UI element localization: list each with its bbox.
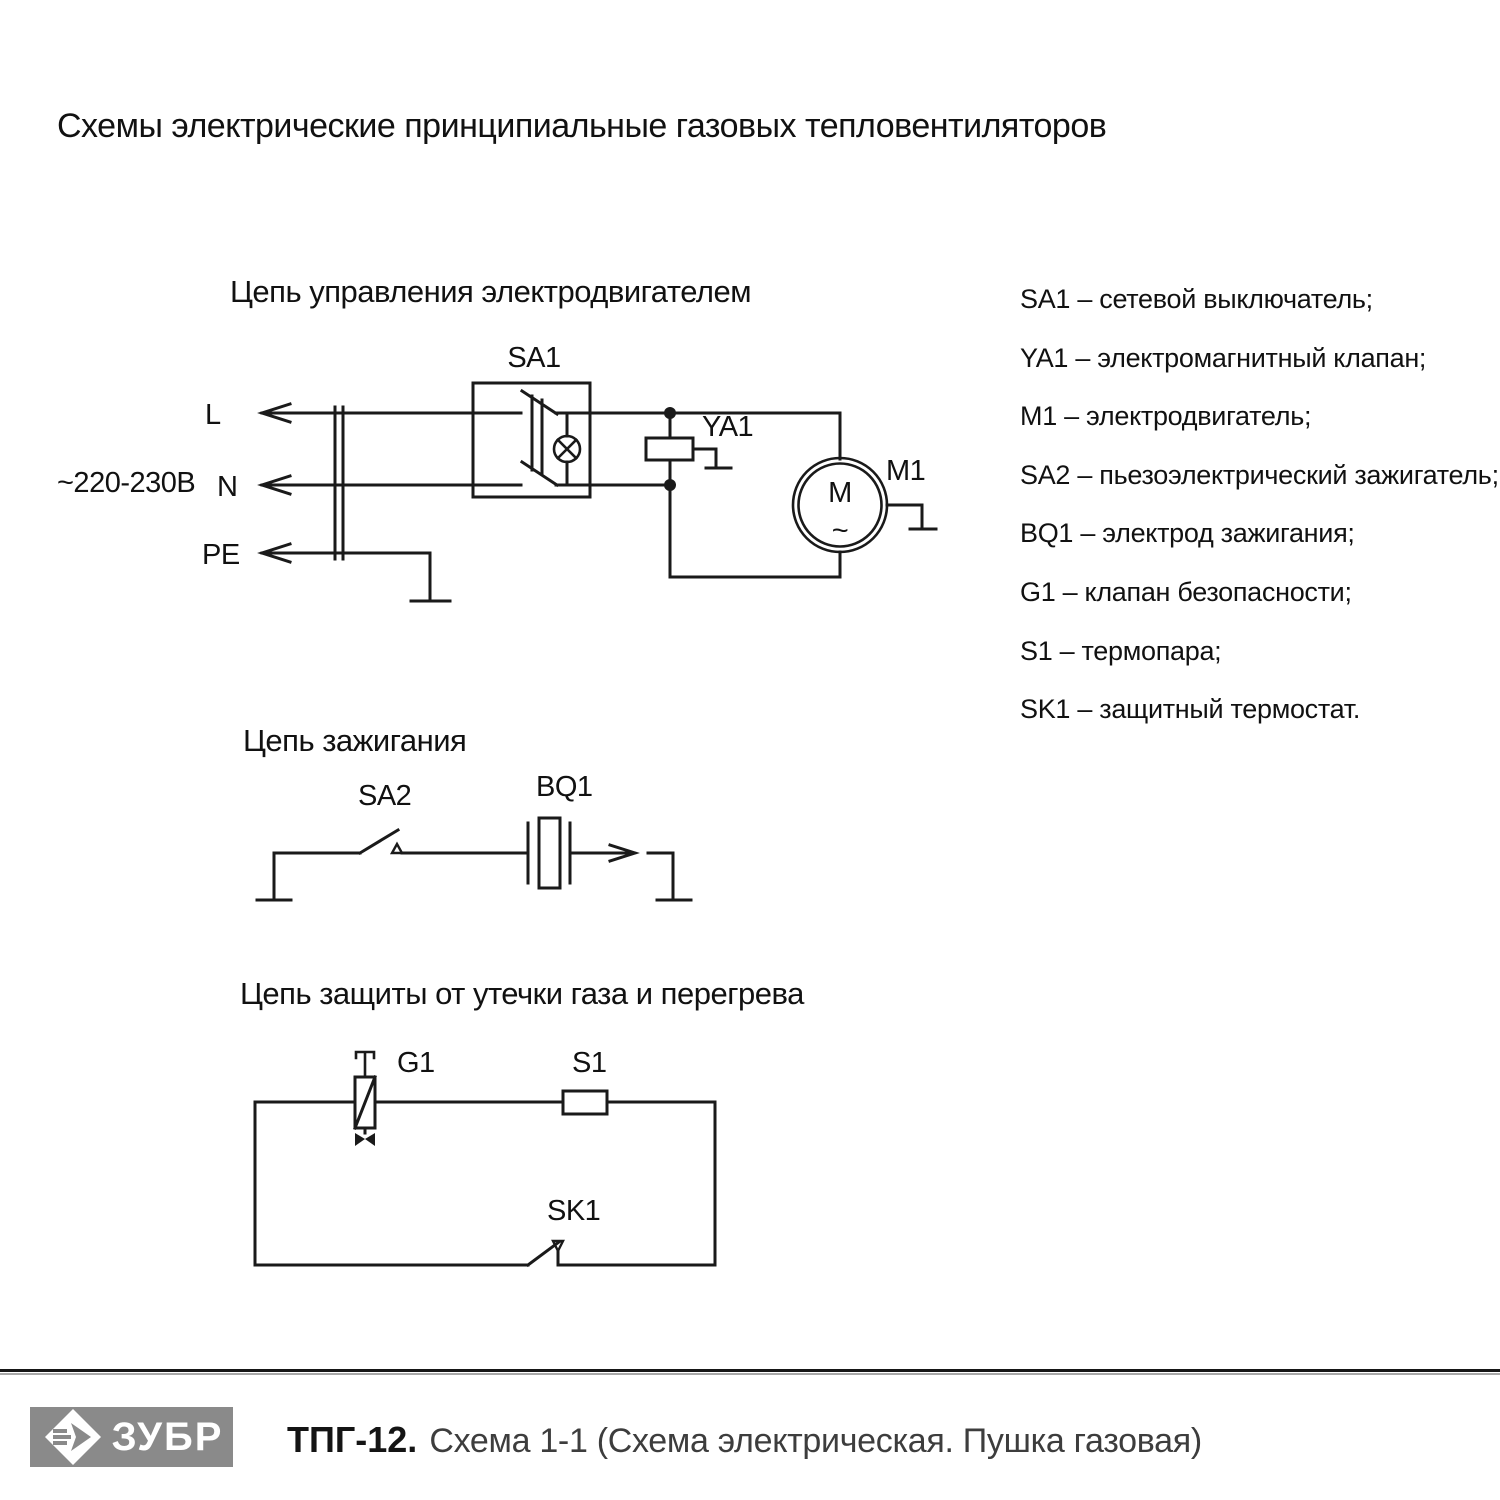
legend-item-ya1: YA1 – электромагнитный клапан; — [1020, 342, 1427, 373]
sa1-label: SA1 — [507, 342, 561, 374]
sa2-label: SA2 — [358, 780, 412, 812]
protection-circuit-title: Цепь защиты от утечки газа и перегрева — [240, 976, 804, 1011]
legend-item-sa2: SA2 – пьезоэлектрический зажигатель; — [1020, 459, 1499, 490]
spark-arrow — [570, 845, 635, 861]
ignition-ground-right — [648, 853, 691, 900]
s1-label: S1 — [572, 1047, 607, 1079]
voltage-label: ~220-230В — [57, 467, 196, 499]
zubr-logo — [30, 1407, 233, 1467]
motor-m-letter: M — [828, 477, 852, 509]
legend-item-g1: G1 – клапан безопасности; — [1020, 576, 1352, 607]
protection-loop — [255, 1102, 715, 1265]
plug-connector-symbol — [335, 407, 343, 559]
g1-diagonal — [355, 1077, 375, 1128]
g1-label: G1 — [397, 1047, 435, 1079]
page-title: Схемы электрические принципиальные газовых тепловентиляторов — [57, 107, 1107, 145]
footer-model: ТПГ-12. — [287, 1419, 418, 1460]
sa1-coupling — [532, 396, 542, 474]
g1-armature — [356, 1052, 374, 1077]
power-terminals — [262, 404, 473, 562]
terminal-n-label: N — [217, 471, 238, 503]
g1-valve-symbol — [355, 1052, 375, 1146]
legend-item-sk1: SK1 – защитный термостат. — [1020, 694, 1361, 725]
ya1-coil — [646, 438, 693, 460]
sk1-thermostat-symbol — [528, 1241, 563, 1265]
bq1-electrode-symbol — [528, 818, 570, 888]
terminal-pe-label: PE — [202, 539, 240, 571]
supply-wires — [262, 413, 473, 553]
g1-valve-bowtie — [355, 1133, 375, 1146]
footer-caption-text: Схема 1-1 (Схема электрическая. Пушка газовая) — [429, 1422, 1202, 1460]
sk1-label: SK1 — [547, 1195, 601, 1227]
zubr-logo-text: ЗУБР — [111, 1415, 224, 1459]
ignition-ground-left — [257, 853, 291, 900]
motor-ac-symbol: ~ — [831, 515, 849, 547]
wire-bottom-to-motor — [670, 485, 840, 577]
motor-ground-symbol — [887, 505, 936, 529]
ya1-label: YA1 — [702, 411, 754, 443]
terminal-l-label: L — [205, 399, 221, 431]
bq1-insulator — [539, 818, 560, 888]
legend-item-sa1: SA1 – сетевой выключатель; — [1020, 284, 1373, 314]
legend-item-s1: S1 – термопара; — [1020, 635, 1222, 666]
sa1-switch-symbol — [473, 383, 590, 497]
sa2-switch-symbol — [360, 830, 402, 853]
motor-circuit-title: Цепь управления электродвигателем — [230, 274, 752, 309]
footer-divider — [0, 1369, 1500, 1372]
bq1-plates — [528, 823, 570, 883]
m1-label: M1 — [886, 455, 926, 487]
ignition-circuit-title: Цепь зажигания — [243, 723, 467, 758]
footer-caption-line — [287, 1419, 1202, 1461]
bq1-label: BQ1 — [536, 771, 593, 803]
legend-item-bq1: BQ1 – электрод зажигания; — [1020, 518, 1355, 549]
wire-l-to-motor — [556, 413, 840, 459]
zubr-logo-icon — [40, 1409, 106, 1465]
pe-ground-symbol — [411, 553, 450, 601]
footer-divider-shadow — [0, 1373, 1500, 1375]
sa1-fixed-contacts — [473, 413, 521, 485]
s1-thermocouple-symbol — [563, 1091, 607, 1114]
lamp-icon — [554, 436, 580, 462]
legend-item-m1: M1 – электродвигатель; — [1020, 401, 1312, 432]
sa2-blade — [360, 830, 398, 853]
ya1-ground-symbol — [693, 449, 731, 468]
sa1-blades — [522, 391, 557, 485]
